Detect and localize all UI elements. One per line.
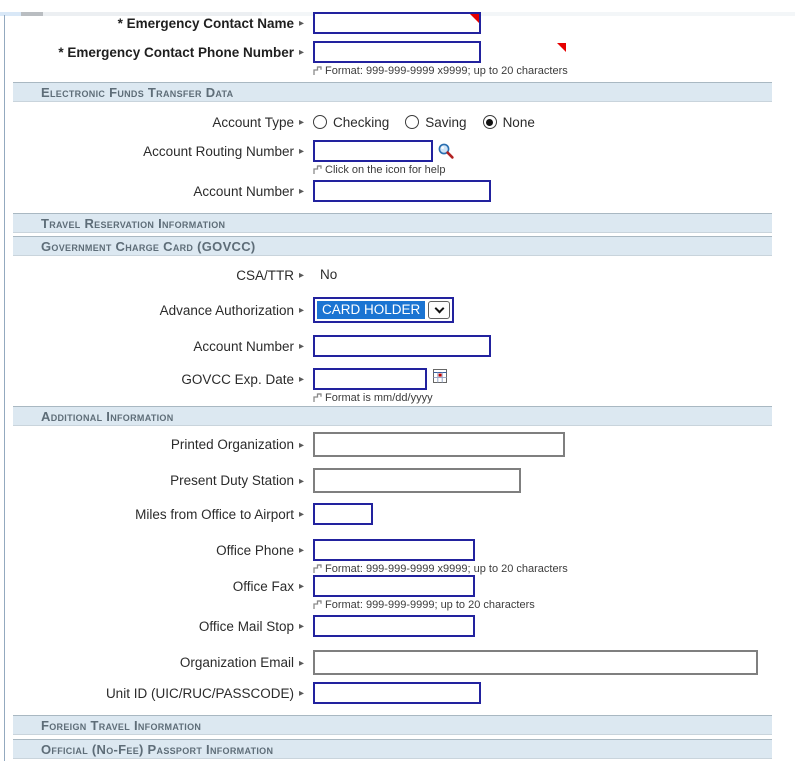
field-input-wrap <box>313 368 447 404</box>
office-fax-label: Office Fax <box>232 578 294 594</box>
field-row-emergency-contact-name <box>5 12 795 34</box>
office-mail-stop-input[interactable] <box>313 615 475 637</box>
field-arrow-icon: ▸ <box>298 688 304 699</box>
field-input-wrap <box>313 180 491 202</box>
routing-help-hint <box>313 164 455 176</box>
office-phone-format-hint <box>313 563 568 575</box>
account-routing-number-label: Account Routing Number <box>143 143 294 159</box>
field-arrow-icon: ▸ <box>298 545 304 556</box>
field-input-wrap <box>313 650 758 675</box>
radio-option-saving[interactable] <box>405 115 466 130</box>
unit-id-label: Unit ID (UIC/RUC/PASSCODE) <box>105 685 294 701</box>
calendar-icon[interactable] <box>433 369 447 383</box>
section-header-eft: Electronic Funds Transfer Data <box>13 82 772 102</box>
radio-saving[interactable] <box>405 115 419 129</box>
miles-from-office-to-airport-input[interactable] <box>313 503 373 525</box>
govcc-account-number-input[interactable] <box>313 335 491 357</box>
radio-checking[interactable] <box>313 115 327 129</box>
required-input-wrap <box>313 12 481 34</box>
field-input-wrap <box>313 468 521 493</box>
section-header-official-passport: Official (No-Fee) Passport Information <box>13 739 772 759</box>
field-input-wrap <box>313 335 491 357</box>
radio-saving-label: Saving <box>425 114 467 130</box>
eft-account-number-label: Account Number <box>193 183 294 199</box>
field-arrow-icon: ▸ <box>298 509 304 520</box>
unit-id-input[interactable] <box>313 682 481 704</box>
field-label-wrap <box>5 575 308 597</box>
field-label-wrap <box>5 111 308 133</box>
account-type-radio-group <box>313 111 535 133</box>
field-row-csa-ttr <box>5 266 795 284</box>
section-header-govcc: Government Charge Card (GOVCC) <box>13 236 772 256</box>
field-row-present-duty-station <box>5 468 795 493</box>
hint-note-icon <box>313 564 322 574</box>
office-fax-input[interactable] <box>313 575 475 597</box>
eft-account-number-input[interactable] <box>313 180 491 202</box>
required-input-wrap <box>313 41 568 63</box>
field-row-organization-email <box>5 650 795 675</box>
field-row-miles-from-office-to-airport <box>5 503 795 525</box>
radio-none-label: None <box>502 114 535 130</box>
office-phone-label: Office Phone <box>216 542 294 558</box>
exp-date-format-hint <box>313 392 447 404</box>
field-label-wrap <box>5 368 308 390</box>
field-row-govcc-account-number <box>5 335 795 357</box>
field-label-wrap <box>5 297 308 323</box>
organization-email-label: Organization Email <box>179 655 294 670</box>
input-with-icon <box>313 140 455 162</box>
section-header-additional: Additional Information <box>13 406 772 426</box>
field-input-wrap <box>313 682 481 704</box>
radio-checking-label: Checking <box>333 114 390 130</box>
radio-none[interactable] <box>483 115 497 129</box>
field-arrow-icon: ▸ <box>298 47 304 58</box>
field-input-wrap <box>313 140 455 176</box>
hint-note-icon <box>313 393 322 403</box>
field-arrow-icon: ▸ <box>298 374 304 385</box>
field-input-wrap <box>313 503 373 525</box>
field-input-wrap <box>313 615 475 637</box>
emergency-contact-phone-input[interactable] <box>313 41 481 63</box>
profile-form-page <box>0 12 795 761</box>
field-input-wrap <box>313 12 481 34</box>
field-input-wrap <box>313 297 454 323</box>
field-label-wrap <box>5 539 308 561</box>
miles-from-office-to-airport-label: Miles from Office to Airport <box>135 506 294 522</box>
govcc-exp-date-label: GOVCC Exp. Date <box>181 371 294 387</box>
field-arrow-icon: ▸ <box>298 305 304 316</box>
hint-note-icon <box>313 165 322 175</box>
field-arrow-icon: ▸ <box>298 18 304 29</box>
form-content <box>0 12 795 759</box>
hint-text: Format: 999-999-9999 x9999; up to 20 characters <box>325 563 568 575</box>
field-row-eft-account-number <box>5 180 795 202</box>
field-label-wrap <box>5 180 308 202</box>
field-arrow-icon: ▸ <box>298 621 304 632</box>
field-label-wrap <box>5 266 308 284</box>
phone-format-hint <box>313 65 568 77</box>
hint-note-icon <box>313 66 322 76</box>
field-input-wrap <box>313 41 568 77</box>
emergency-contact-phone-label: * Emergency Contact Phone Number <box>58 44 294 60</box>
field-arrow-icon: ▸ <box>298 186 304 197</box>
field-arrow-icon: ▸ <box>298 581 304 592</box>
advance-authorization-select[interactable] <box>313 297 454 323</box>
field-label-wrap <box>5 682 308 704</box>
field-arrow-icon: ▸ <box>298 341 304 352</box>
advance-authorization-label: Advance Authorization <box>159 302 294 318</box>
field-arrow-icon: ▸ <box>298 146 304 157</box>
office-fax-format-hint <box>313 599 535 611</box>
field-input-wrap <box>313 432 565 457</box>
hint-text: Format: 999-999-9999 x9999; up to 20 characters <box>325 65 568 77</box>
field-label-wrap <box>5 432 308 457</box>
field-row-emergency-contact-phone <box>5 41 795 77</box>
csa-ttr-label: CSA/TTR <box>236 267 294 283</box>
required-marker-icon <box>470 14 479 23</box>
field-label-wrap <box>5 12 308 34</box>
field-label-wrap <box>5 335 308 357</box>
search-help-icon[interactable] <box>437 142 455 160</box>
dropdown-arrow-button[interactable] <box>428 301 450 319</box>
field-input-wrap <box>313 266 337 284</box>
field-row-account-type <box>5 111 795 133</box>
office-mail-stop-label: Office Mail Stop <box>198 618 294 634</box>
field-arrow-icon: ▸ <box>298 657 304 669</box>
emergency-contact-name-label: * Emergency Contact Name <box>117 15 294 31</box>
hint-text: Format is mm/dd/yyyy <box>325 392 433 404</box>
account-type-label: Account Type <box>212 114 294 130</box>
required-marker-icon <box>557 43 566 52</box>
field-input-wrap <box>313 575 535 611</box>
field-label-wrap <box>5 41 308 63</box>
field-arrow-icon: ▸ <box>298 439 304 451</box>
present-duty-station-label: Present Duty Station <box>170 473 294 488</box>
hint-note-icon <box>313 600 322 610</box>
hint-text: Format: 999-999-9999; up to 20 characters <box>325 599 535 611</box>
section-header-travel-reservation: Travel Reservation Information <box>13 213 772 233</box>
emergency-contact-name-input[interactable] <box>313 12 481 34</box>
field-label-wrap <box>5 140 308 162</box>
field-input-wrap <box>313 111 535 133</box>
field-row-unit-id <box>5 682 795 704</box>
field-row-govcc-exp-date <box>5 368 795 404</box>
field-row-office-fax <box>5 575 795 611</box>
office-phone-input[interactable] <box>313 539 475 561</box>
field-row-advance-authorization <box>5 297 795 323</box>
field-row-office-phone <box>5 539 795 575</box>
chevron-down-icon <box>434 304 444 314</box>
printed-organization-input[interactable] <box>313 432 565 457</box>
section-header-foreign-travel: Foreign Travel Information <box>13 715 772 735</box>
field-input-wrap <box>313 539 568 575</box>
selected-option: CARD HOLDER <box>317 301 425 319</box>
field-label-wrap <box>5 503 308 525</box>
radio-option-checking[interactable] <box>313 115 389 130</box>
field-arrow-icon: ▸ <box>298 270 304 281</box>
field-arrow-icon: ▸ <box>298 117 304 128</box>
account-routing-number-input[interactable] <box>313 140 433 162</box>
input-with-icon <box>313 368 447 390</box>
hint-text: Click on the icon for help <box>325 164 446 176</box>
field-label-wrap <box>5 650 308 675</box>
field-row-printed-organization <box>5 432 795 457</box>
field-row-office-mail-stop <box>5 615 795 637</box>
radio-option-none[interactable] <box>483 115 535 130</box>
field-arrow-icon: ▸ <box>298 475 304 487</box>
field-label-wrap <box>5 615 308 637</box>
organization-email-input[interactable] <box>313 650 758 675</box>
printed-organization-label: Printed Organization <box>170 437 294 452</box>
govcc-account-number-label: Account Number <box>193 338 294 354</box>
field-label-wrap <box>5 468 308 493</box>
field-row-account-routing-number <box>5 140 795 176</box>
csa-ttr-value: No <box>320 267 338 282</box>
govcc-exp-date-input[interactable] <box>313 368 427 390</box>
present-duty-station-input[interactable] <box>313 468 521 493</box>
